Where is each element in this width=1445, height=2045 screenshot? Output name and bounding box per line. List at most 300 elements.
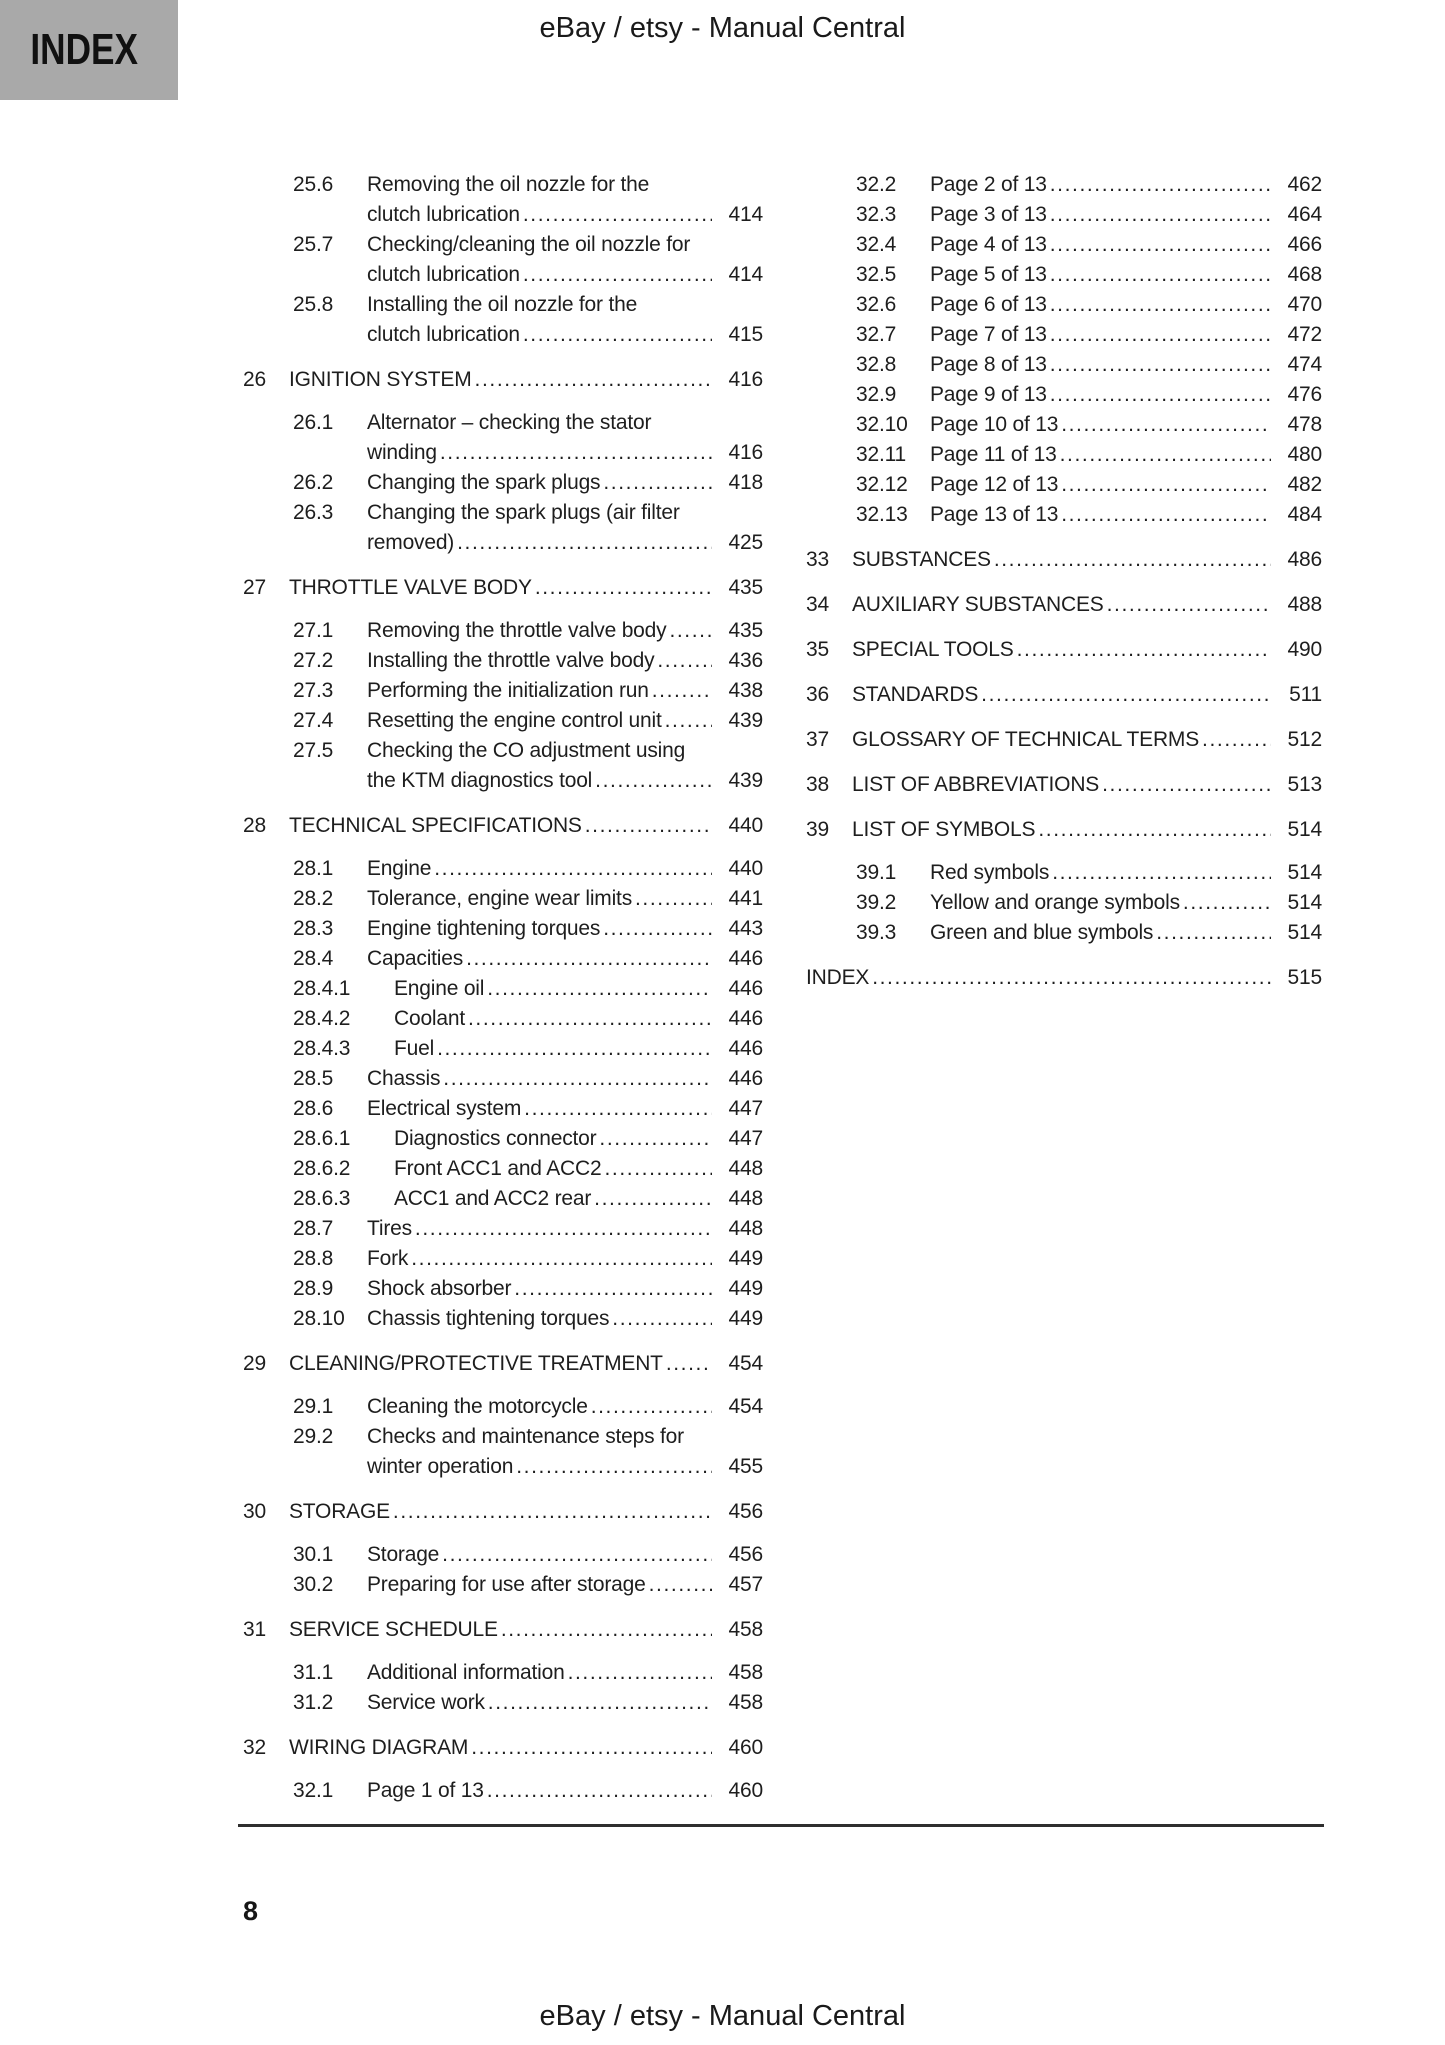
entry-title: Checking/cleaning the oil nozzle for	[367, 233, 691, 256]
entry-title: GLOSSARY OF TECHNICAL TERMS	[852, 728, 1200, 751]
dot-leader	[440, 438, 712, 468]
toc-entry-29.2[interactable]	[243, 1422, 763, 1482]
dot-leader	[612, 1304, 712, 1334]
toc-entry-28.6.2[interactable]	[243, 1154, 763, 1184]
toc-entry-32.5[interactable]	[806, 260, 1322, 290]
dot-leader	[487, 974, 712, 1004]
entry-page: 514	[1287, 861, 1322, 884]
toc-entry-25.7[interactable]	[243, 230, 763, 290]
entry-title: Red symbols	[930, 861, 1050, 884]
entry-number: 37	[806, 728, 829, 751]
toc-entry-28[interactable]	[243, 811, 763, 841]
toc-entry-32.4[interactable]	[806, 230, 1322, 260]
dot-leader	[1050, 290, 1271, 320]
entry-title: Changing the spark plugs	[367, 471, 601, 494]
toc-entry-28.9[interactable]	[243, 1274, 763, 1304]
entry-title: Removing the oil nozzle for the	[367, 173, 650, 196]
dot-leader	[535, 573, 712, 603]
entry-title: Removing the throttle valve body	[367, 619, 667, 642]
toc-entry-line	[243, 1214, 763, 1244]
toc-entry-32.2[interactable]	[806, 170, 1322, 200]
toc-entry-32.9[interactable]	[806, 380, 1322, 410]
toc-entry-39.1[interactable]	[806, 858, 1322, 888]
toc-entry-39[interactable]	[806, 815, 1322, 845]
toc-entry-28.6[interactable]	[243, 1094, 763, 1124]
entry-title: Capacities	[367, 947, 464, 970]
toc-entry-29[interactable]	[243, 1349, 763, 1379]
dot-leader	[1061, 500, 1271, 530]
entry-title: Installing the oil nozzle for the	[367, 293, 638, 316]
entry-title: THROTTLE VALVE BODY	[289, 576, 532, 599]
toc-entry-39.2[interactable]	[806, 888, 1322, 918]
entry-title: winter operation	[367, 1455, 514, 1478]
entry-number: 28	[243, 814, 266, 837]
entry-title: Chassis	[367, 1067, 441, 1090]
dot-leader	[603, 914, 712, 944]
entry-number: 38	[806, 773, 829, 796]
toc-entry-28.4.1[interactable]	[243, 974, 763, 1004]
toc-entry-28.5[interactable]	[243, 1064, 763, 1094]
dot-leader	[523, 260, 712, 290]
entry-page: 474	[1287, 353, 1322, 376]
dot-leader	[457, 528, 712, 558]
entry-title: Page 1 of 13	[367, 1779, 484, 1802]
toc-entry-line	[243, 468, 763, 498]
toc-entry-line	[243, 1304, 763, 1334]
entry-number: 27.5	[293, 739, 334, 762]
dot-leader	[487, 1776, 712, 1806]
entry-number: 35	[806, 638, 829, 661]
toc-entry-line	[243, 230, 763, 260]
toc-entry-line	[243, 290, 763, 320]
toc-entry-line	[243, 884, 763, 914]
toc-entry-26[interactable]	[243, 365, 763, 395]
entry-title: Changing the spark plugs (air filter	[367, 501, 680, 524]
toc-entry-27.5[interactable]	[243, 736, 763, 796]
entry-title: Coolant	[394, 1007, 465, 1030]
dot-leader	[434, 854, 712, 884]
entry-title: Installing the throttle valve body	[367, 649, 655, 672]
toc-entry-32.11[interactable]	[806, 440, 1322, 470]
entry-title: Tires	[367, 1217, 412, 1240]
entry-number: 39.1	[856, 861, 897, 884]
dot-leader	[393, 1497, 712, 1527]
toc-entry-25.8[interactable]	[243, 290, 763, 350]
toc-entry-line	[243, 320, 763, 350]
dot-leader	[1050, 230, 1271, 260]
toc-entry-line	[806, 963, 1322, 993]
dot-leader	[595, 766, 712, 796]
dot-leader	[468, 1004, 712, 1034]
toc-entry-36[interactable]	[806, 680, 1322, 710]
entry-page: 425	[728, 531, 763, 554]
toc-entry-line	[243, 1615, 763, 1645]
entry-number: 28.3	[293, 917, 334, 940]
entry-number: 29	[243, 1352, 266, 1375]
dot-leader	[1050, 200, 1271, 230]
entry-title: Fork	[367, 1247, 409, 1270]
entry-title: Engine	[367, 857, 432, 880]
entry-number: 32.13	[856, 503, 908, 526]
entry-number: 28.4.1	[293, 977, 351, 1000]
entry-page: 446	[728, 1067, 763, 1090]
toc-entry-line	[806, 888, 1322, 918]
toc-entry-line	[243, 200, 763, 230]
dot-leader	[1102, 770, 1271, 800]
dot-leader	[524, 1094, 712, 1124]
entry-page: 449	[728, 1307, 763, 1330]
toc-entry-32.8[interactable]	[806, 350, 1322, 380]
toc-entry-32.3[interactable]	[806, 200, 1322, 230]
toc-entry-line	[243, 1184, 763, 1214]
toc-entry-line	[243, 1688, 763, 1718]
toc-entry-line	[243, 1349, 763, 1379]
entry-title: Checking the CO adjustment using	[367, 739, 686, 762]
entry-page: 448	[728, 1157, 763, 1180]
footer-title: eBay / etsy - Manual Central	[539, 2000, 906, 2032]
entry-page: 514	[1287, 818, 1322, 841]
toc-entry-line	[243, 1244, 763, 1274]
toc-entry-31.2[interactable]	[243, 1688, 763, 1718]
entry-title: CLEANING/PROTECTIVE TREATMENT	[289, 1352, 663, 1375]
toc-entry-line	[243, 1570, 763, 1600]
entry-title: Storage	[367, 1543, 440, 1566]
dot-leader	[514, 1274, 712, 1304]
toc-entry-line	[806, 770, 1322, 800]
entry-number: 27.4	[293, 709, 334, 732]
entry-title: Resetting the engine control unit	[367, 709, 662, 732]
entry-page: 454	[728, 1352, 763, 1375]
entry-title: TECHNICAL SPECIFICATIONS	[289, 814, 582, 837]
dot-leader	[657, 646, 712, 676]
entry-number: 26	[243, 368, 266, 391]
entry-page: 446	[728, 977, 763, 1000]
dot-leader	[652, 676, 712, 706]
dot-leader	[516, 1452, 712, 1482]
entry-number: 39.2	[856, 891, 897, 914]
entry-number: 31.2	[293, 1691, 334, 1714]
toc-entry-32.1[interactable]	[243, 1776, 763, 1806]
toc-entry-line	[806, 918, 1322, 948]
toc-entry-line	[243, 1124, 763, 1154]
toc-entry-32[interactable]	[243, 1733, 763, 1763]
entry-number: 28.4.3	[293, 1037, 351, 1060]
entry-page: 470	[1287, 293, 1322, 316]
toc-entry-26.3[interactable]	[243, 498, 763, 558]
dot-leader	[523, 320, 712, 350]
entry-number: 25.8	[293, 293, 334, 316]
entry-page: 440	[728, 857, 763, 880]
dot-leader	[568, 1658, 712, 1688]
dot-leader	[443, 1064, 712, 1094]
dot-leader	[1060, 440, 1271, 470]
entry-number: 28.5	[293, 1067, 334, 1090]
toc-entry-line	[243, 1422, 763, 1452]
toc-entry-line	[243, 736, 763, 766]
entry-number: 25.6	[293, 173, 334, 196]
dot-leader	[411, 1244, 712, 1274]
toc-entry-34[interactable]	[806, 590, 1322, 620]
entry-page: 436	[728, 649, 763, 672]
dot-leader	[1050, 380, 1271, 410]
entry-title: ACC1 and ACC2 rear	[394, 1187, 592, 1210]
toc-entry-line	[243, 1274, 763, 1304]
toc-entry-32.12[interactable]	[806, 470, 1322, 500]
entry-number: 32.8	[856, 353, 897, 376]
entry-page: 478	[1287, 413, 1322, 436]
entry-number: 27	[243, 576, 266, 599]
entry-page: 515	[1287, 966, 1322, 989]
entry-page: 466	[1287, 233, 1322, 256]
entry-title: Page 7 of 13	[930, 323, 1047, 346]
entry-page: 454	[728, 1395, 763, 1418]
toc-entry-32.7[interactable]	[806, 320, 1322, 350]
entry-page: 458	[728, 1661, 763, 1684]
entry-page: 448	[728, 1187, 763, 1210]
toc-entry-26.1[interactable]	[243, 408, 763, 468]
toc-entry-line	[243, 1776, 763, 1806]
entry-number: 28.4	[293, 947, 334, 970]
entry-number: 28.10	[293, 1307, 345, 1330]
entry-number: 26.3	[293, 501, 334, 524]
entry-number: 32.11	[856, 443, 906, 466]
toc-entry-31[interactable]	[243, 1615, 763, 1645]
dot-leader	[635, 884, 712, 914]
entry-title: Chassis tightening torques	[367, 1307, 610, 1330]
entry-number: 25.7	[293, 233, 334, 256]
entry-number: 26.2	[293, 471, 334, 494]
entry-page: 447	[728, 1097, 763, 1120]
toc-entry-38[interactable]	[806, 770, 1322, 800]
dot-leader	[665, 706, 712, 736]
toc-entry-line	[806, 290, 1322, 320]
entry-page: 440	[728, 814, 763, 837]
entry-title: STANDARDS	[852, 683, 979, 706]
entry-title: Page 2 of 13	[930, 173, 1047, 196]
toc-entry-28.1[interactable]	[243, 854, 763, 884]
dot-leader	[523, 200, 712, 230]
dot-leader	[466, 944, 712, 974]
toc-entry-37[interactable]	[806, 725, 1322, 755]
toc-entry-27.2[interactable]	[243, 646, 763, 676]
entry-title: Diagnostics connector	[394, 1127, 597, 1150]
toc-entry-line	[243, 573, 763, 603]
toc-entry-30.1[interactable]	[243, 1540, 763, 1570]
toc-entry-32.10[interactable]	[806, 410, 1322, 440]
toc-entry-line	[806, 230, 1322, 260]
entry-page: 439	[728, 769, 763, 792]
entry-page: 455	[728, 1455, 763, 1478]
entry-page: 415	[728, 323, 763, 346]
toc-entry-27.4[interactable]	[243, 706, 763, 736]
dot-leader	[1050, 320, 1271, 350]
entry-number: 31.1	[293, 1661, 334, 1684]
toc-entry-27.1[interactable]	[243, 616, 763, 646]
entry-page: 513	[1287, 773, 1322, 796]
dot-leader	[669, 616, 712, 646]
entry-page: 414	[728, 203, 763, 226]
toc-entry-line	[806, 815, 1322, 845]
entry-number: 30.2	[293, 1573, 334, 1596]
dot-leader	[649, 1570, 712, 1600]
entry-number: 32.5	[856, 263, 897, 286]
entry-page: 448	[728, 1217, 763, 1240]
toc-entry-28.4.3[interactable]	[243, 1034, 763, 1064]
toc-entry-32.6[interactable]	[806, 290, 1322, 320]
page-number: 8	[243, 1896, 259, 1926]
toc-column-right	[806, 170, 1322, 993]
entry-page: 464	[1287, 203, 1322, 226]
entry-title: clutch lubrication	[367, 263, 520, 286]
entry-page: 438	[728, 679, 763, 702]
toc-entry-line	[806, 635, 1322, 665]
toc-entry-line	[243, 1540, 763, 1570]
dot-leader	[603, 468, 712, 498]
toc-entry-28.2[interactable]	[243, 884, 763, 914]
dot-leader	[1038, 815, 1271, 845]
toc-entry-27[interactable]	[243, 573, 763, 603]
toc-entry-28.6.3[interactable]	[243, 1184, 763, 1214]
entry-number: 32.7	[856, 323, 897, 346]
toc-entry-32.13[interactable]	[806, 500, 1322, 530]
entry-number: 36	[806, 683, 829, 706]
dot-leader	[415, 1214, 712, 1244]
entry-number: 39	[806, 818, 829, 841]
toc-entry-line	[243, 944, 763, 974]
toc-entry-31.1[interactable]	[243, 1658, 763, 1688]
dot-leader	[1052, 858, 1271, 888]
entry-page: 443	[728, 917, 763, 940]
entry-page: 435	[728, 576, 763, 599]
entry-title: STORAGE	[289, 1500, 390, 1523]
toc-entry-line	[243, 365, 763, 395]
entry-title: SUBSTANCES	[852, 548, 991, 571]
entry-title: SPECIAL TOOLS	[852, 638, 1014, 661]
toc-entry-line	[806, 440, 1322, 470]
entry-title: Front ACC1 and ACC2	[394, 1157, 602, 1180]
toc-entry-line	[806, 410, 1322, 440]
toc-entry-line	[243, 1154, 763, 1184]
entry-title: winding	[367, 441, 437, 464]
dot-leader	[1017, 635, 1271, 665]
dot-leader	[594, 1184, 712, 1214]
toc-entry-line	[243, 1497, 763, 1527]
toc-column-left	[243, 170, 763, 1806]
entry-page: 446	[728, 1007, 763, 1030]
entry-title: Performing the initialization run	[367, 679, 649, 702]
dot-leader	[599, 1124, 712, 1154]
toc-entry-line	[243, 974, 763, 1004]
entry-page: 472	[1287, 323, 1322, 346]
entry-title: Page 3 of 13	[930, 203, 1047, 226]
toc-entry-line	[806, 858, 1322, 888]
toc-entry-28.4[interactable]	[243, 944, 763, 974]
toc-entry-28.10[interactable]	[243, 1304, 763, 1334]
index-tab-label: INDEX	[30, 25, 138, 74]
toc-entry-line	[806, 590, 1322, 620]
dot-leader	[1061, 470, 1271, 500]
entry-title: Page 9 of 13	[930, 383, 1047, 406]
entry-page: 484	[1287, 503, 1322, 526]
entry-number: 27.2	[293, 649, 334, 672]
toc-entry-29.1[interactable]	[243, 1392, 763, 1422]
entry-number: 28.4.2	[293, 1007, 351, 1030]
entry-page: 416	[728, 441, 763, 464]
dot-leader	[981, 680, 1271, 710]
entry-number: 28.7	[293, 1217, 334, 1240]
toc-entry-39.3[interactable]	[806, 918, 1322, 948]
entry-title: Alternator – checking the stator	[367, 411, 652, 434]
toc-entry-28.7[interactable]	[243, 1214, 763, 1244]
entry-number: 28.6	[293, 1097, 334, 1120]
entry-title: clutch lubrication	[367, 203, 520, 226]
dot-leader	[1050, 170, 1271, 200]
entry-title: Page 8 of 13	[930, 353, 1047, 376]
toc-entry-line	[806, 500, 1322, 530]
toc-entry-28.6.1[interactable]	[243, 1124, 763, 1154]
entry-page: 446	[728, 947, 763, 970]
entry-page: 512	[1287, 728, 1322, 751]
dot-leader	[1061, 410, 1271, 440]
toc-entry-27.3[interactable]	[243, 676, 763, 706]
toc-entry-line	[243, 1094, 763, 1124]
toc-entry-26.2[interactable]	[243, 468, 763, 498]
toc-entry-line	[243, 1733, 763, 1763]
entry-title: Additional information	[367, 1661, 565, 1684]
entry-title: INDEX	[806, 966, 870, 989]
dot-leader	[475, 365, 712, 395]
entry-title: Page 11 of 13	[930, 443, 1057, 466]
entry-page: 435	[728, 619, 763, 642]
dot-leader	[994, 545, 1271, 575]
toc-entry-35[interactable]	[806, 635, 1322, 665]
entry-page: 449	[728, 1247, 763, 1270]
entry-title: Checks and maintenance steps for	[367, 1425, 684, 1448]
toc-entry-30.2[interactable]	[243, 1570, 763, 1600]
entry-title: removed)	[367, 531, 455, 554]
toc-entry-33[interactable]	[806, 545, 1322, 575]
toc-entry-line	[243, 1392, 763, 1422]
toc-entry-25.6[interactable]	[243, 170, 763, 230]
entry-title: Page 13 of 13	[930, 503, 1059, 526]
entry-page: 449	[728, 1277, 763, 1300]
toc-entry-line	[243, 706, 763, 736]
entry-title: Preparing for use after storage	[367, 1573, 646, 1596]
entry-number: 34	[806, 593, 829, 616]
entry-number: 27.1	[293, 619, 334, 642]
entry-page: 468	[1287, 263, 1322, 286]
entry-page: 418	[728, 471, 763, 494]
toc-entry-line	[243, 1064, 763, 1094]
entry-page: 480	[1287, 443, 1322, 466]
entry-page: 457	[728, 1573, 763, 1596]
toc-entry-30[interactable]	[243, 1497, 763, 1527]
toc-entry-line	[243, 260, 763, 290]
toc-entry-line	[243, 170, 763, 200]
entry-page: 458	[728, 1691, 763, 1714]
toc-entry-index[interactable]	[806, 963, 1322, 993]
entry-title: Page 12 of 13	[930, 473, 1059, 496]
dot-leader	[471, 1733, 712, 1763]
toc-entry-28.3[interactable]	[243, 914, 763, 944]
entry-title: Service work	[367, 1691, 485, 1714]
toc-entry-28.4.2[interactable]	[243, 1004, 763, 1034]
toc-entry-line	[243, 646, 763, 676]
entry-title: clutch lubrication	[367, 323, 520, 346]
footer-divider	[238, 1824, 1324, 1827]
toc-entry-28.8[interactable]	[243, 1244, 763, 1274]
toc-entry-line	[806, 320, 1322, 350]
